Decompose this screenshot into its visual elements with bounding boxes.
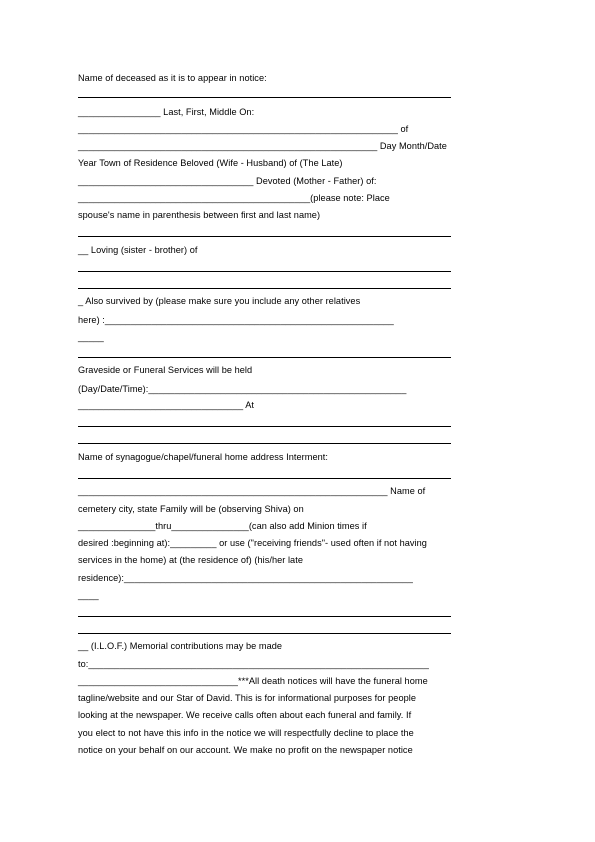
- blank-line: [78, 478, 451, 479]
- to-line: to:__________________________________________________________________: [78, 659, 429, 669]
- memorial-contributions-line: __ (I.L.O.F.) Memorial contributions may be made: [78, 641, 283, 651]
- spouse-note-continued: spouse's name in parenthesis between first and last name): [78, 210, 321, 220]
- blank-line: [78, 271, 451, 272]
- thru-line: _______________thru_______________(can also add Minion times if: [78, 521, 367, 531]
- short-blank: _____: [78, 332, 104, 342]
- blank-line: [78, 616, 451, 617]
- blank-line: [78, 357, 451, 358]
- at-line: ________________________________ At: [78, 400, 254, 410]
- death-notice-tagline-line: _______________________________***All death notices will have the funeral home: [78, 676, 428, 686]
- short-blank: ____: [78, 590, 99, 600]
- notice-info-line-1: tagline/website and our Star of David. This is for informational purposes for people: [78, 693, 417, 703]
- blank-line: [78, 633, 451, 634]
- spouse-note-line: _____________________________________________(please note: Place: [78, 193, 390, 203]
- services-home-line: services in the home) at (the residence of) (his/her late: [78, 555, 303, 565]
- services-heading: Graveside or Funeral Services will be held: [78, 365, 253, 375]
- name-of-cemetery-line: ____________________________________________________________ Name of: [78, 486, 426, 496]
- name-order-line: ________________ Last, First, Middle On:: [78, 107, 255, 117]
- cemetery-shiva-line: cemetery city, state Family will be (observing Shiva) on: [78, 504, 304, 514]
- synagogue-address-line: Name of synagogue/chapel/funeral home address Interment:: [78, 452, 328, 462]
- residence-beloved-line: Year Town of Residence Beloved (Wife - Husband) of (The Late): [78, 158, 343, 168]
- blank-line: [78, 426, 451, 427]
- day-month-date-line: __________________________________________________________ Day Month/Date: [78, 141, 447, 151]
- residence-line: residence):________________________________________________________: [78, 573, 413, 583]
- notice-info-line-2: looking at the newspaper. We receive calls often about each funeral and family. If: [78, 710, 412, 720]
- blank-line: [78, 443, 451, 444]
- of-line: ______________________________________________________________ of: [78, 124, 409, 134]
- loving-sibling-line: __ Loving (sister - brother) of: [78, 245, 198, 255]
- desired-beginning-line: desired :beginning at):_________ or use ("receiving friends"- used often if not having: [78, 538, 427, 548]
- notice-info-line-3: you elect to not have this info in the notice we will respectfully decline to place the: [78, 728, 414, 738]
- day-date-time-line: (Day/Date/Time):__________________________________________________: [78, 384, 407, 394]
- blank-line: [78, 97, 451, 98]
- also-survived-line: _ Also survived by (please make sure you include any other relatives: [78, 296, 361, 306]
- blank-line: [78, 236, 451, 237]
- notice-info-line-4: notice on your behalf on our account. We make no profit on the newspaper notice: [78, 745, 413, 755]
- devoted-line: __________________________________ Devoted (Mother - Father) of:: [78, 176, 377, 186]
- here-line: here) :________________________________________________________: [78, 315, 394, 325]
- blank-line: [78, 288, 451, 289]
- deceased-name-prompt: Name of deceased as it is to appear in notice:: [78, 73, 267, 83]
